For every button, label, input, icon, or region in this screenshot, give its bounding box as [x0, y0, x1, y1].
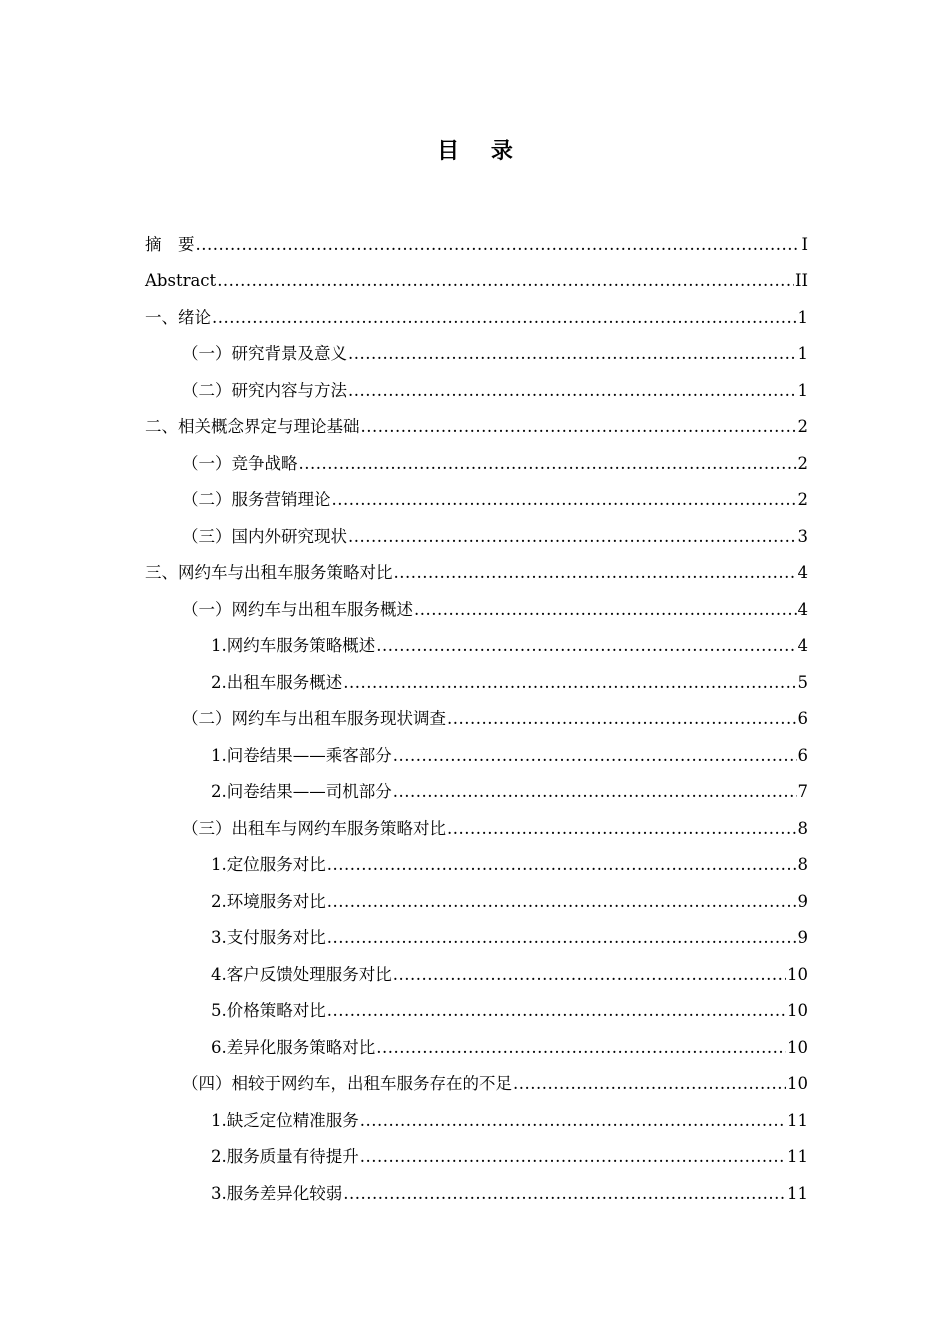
toc-dot-leader — [513, 1073, 786, 1095]
toc-dot-leader — [376, 1037, 786, 1059]
toc-entry-text: 6.差异化服务策略对比 — [211, 1037, 376, 1057]
toc-entry[interactable] — [145, 840, 808, 877]
toc-entry-text: Abstract — [145, 271, 217, 290]
toc-dot-leader — [327, 1000, 786, 1022]
toc-dot-leader — [393, 745, 797, 767]
toc-dot-leader — [360, 1110, 786, 1132]
toc-dot-leader — [447, 818, 797, 840]
toc-entry[interactable] — [145, 511, 808, 548]
toc-entry-page: 10 — [787, 964, 808, 984]
toc-entry[interactable] — [145, 730, 808, 767]
toc-dot-leader — [394, 562, 797, 584]
toc-dot-leader — [414, 599, 797, 621]
toc-dot-leader — [212, 307, 797, 329]
toc-entry-text: （二）服务营销理论 — [182, 490, 331, 509]
toc-entry[interactable] — [145, 329, 808, 366]
toc-entry-text: 3.支付服务对比 — [211, 928, 326, 947]
toc-entry-page: 4 — [797, 599, 808, 619]
toc-dot-leader — [348, 380, 797, 402]
toc-title: 目 录 — [437, 138, 525, 164]
toc-entry[interactable] — [145, 657, 808, 694]
toc-entry[interactable] — [145, 876, 808, 913]
toc-entry[interactable] — [145, 475, 808, 512]
toc-entry-text: （二）研究内容与方法 — [182, 380, 347, 400]
toc-entry[interactable] — [145, 767, 808, 804]
toc-entry-text: 1.网约车服务策略概述 — [211, 636, 376, 655]
toc-entry-text: 2.问卷结果——司机部分 — [211, 782, 392, 801]
toc-entry-text: （一）竞争战略 — [182, 453, 298, 473]
toc-entry-text: 4.客户反馈处理服务对比 — [211, 964, 392, 984]
toc-dot-leader — [447, 708, 797, 730]
table-of-contents — [145, 219, 808, 1205]
toc-dot-leader — [332, 489, 797, 511]
toc-entry-text: （一）研究背景及意义 — [182, 344, 347, 363]
toc-entry-page: 10 — [787, 1037, 808, 1057]
toc-entry-page: 1 — [797, 344, 808, 363]
toc-entry-page: 11 — [787, 1183, 808, 1203]
toc-entry-text: 二、相关概念界定与理论基础 — [145, 417, 360, 436]
toc-entry[interactable] — [145, 292, 808, 329]
toc-entry-page: 1 — [797, 307, 808, 327]
toc-entry[interactable] — [145, 1022, 808, 1059]
toc-entry-page: 2 — [797, 417, 808, 436]
toc-entry-text: （三）出租车与网约车服务策略对比 — [182, 818, 446, 838]
toc-entry-text: 3.服务差异化较弱 — [211, 1183, 343, 1203]
toc-entry[interactable] — [145, 256, 808, 293]
toc-entry-page: II — [794, 271, 808, 290]
toc-entry-page: 6 — [797, 709, 808, 728]
toc-entry-page: 8 — [797, 855, 808, 874]
toc-dot-leader — [343, 672, 796, 694]
toc-entry-text: 一、绪论 — [145, 307, 211, 327]
toc-entry-page: 9 — [797, 928, 808, 947]
toc-entry-page: 10 — [787, 1074, 808, 1093]
toc-dot-leader — [327, 854, 797, 876]
toc-entry[interactable] — [145, 402, 808, 439]
toc-dot-leader — [327, 891, 797, 913]
toc-dot-leader — [361, 416, 797, 438]
toc-entry-page: 2 — [797, 453, 808, 473]
toc-entry-text: 1.定位服务对比 — [211, 855, 326, 874]
toc-entry-text: 1.缺乏定位精准服务 — [211, 1110, 359, 1130]
toc-entry-page: 4 — [797, 563, 808, 582]
toc-entry-text: 三、网约车与出租车服务策略对比 — [145, 563, 393, 582]
toc-entry-page: 10 — [787, 1001, 808, 1020]
toc-entry-text: （三）国内外研究现状 — [182, 526, 347, 546]
toc-entry[interactable] — [145, 219, 808, 256]
toc-entry-text: （四）相较于网约车，出租车服务存在的不足 — [182, 1074, 512, 1093]
toc-entry-text: 2.出租车服务概述 — [211, 672, 343, 692]
toc-entry[interactable] — [145, 986, 808, 1023]
toc-entry[interactable] — [145, 1059, 808, 1096]
toc-dot-leader — [217, 270, 794, 292]
toc-entry-page: 11 — [787, 1110, 808, 1130]
toc-entry-text: 1.问卷结果——乘客部分 — [211, 745, 392, 765]
toc-entry-text: 摘 要 — [145, 234, 195, 254]
toc-entry-page: 9 — [797, 891, 808, 911]
toc-dot-leader — [393, 964, 786, 986]
toc-entry[interactable] — [145, 949, 808, 986]
toc-dot-leader — [299, 453, 797, 475]
toc-entry-page: 4 — [797, 636, 808, 655]
toc-dot-leader — [393, 781, 797, 803]
toc-entry-page: 5 — [797, 672, 808, 692]
toc-entry-page: 6 — [797, 745, 808, 765]
toc-entry-text: 2.服务质量有待提升 — [211, 1147, 359, 1166]
toc-entry-text: 5.价格策略对比 — [211, 1001, 326, 1020]
toc-entry[interactable] — [145, 803, 808, 840]
toc-entry[interactable] — [145, 365, 808, 402]
toc-entry[interactable] — [145, 1095, 808, 1132]
toc-dot-leader — [348, 343, 797, 365]
toc-entry[interactable] — [145, 621, 808, 658]
toc-dot-leader — [343, 1183, 786, 1205]
toc-entry-page: 11 — [787, 1147, 808, 1166]
toc-dot-leader — [360, 1146, 786, 1168]
toc-entry-page: 2 — [797, 490, 808, 509]
toc-entry[interactable] — [145, 913, 808, 950]
toc-entry[interactable] — [145, 694, 808, 731]
toc-entry[interactable] — [145, 1132, 808, 1169]
toc-entry[interactable] — [145, 1168, 808, 1205]
toc-entry-page: I — [801, 234, 808, 254]
toc-dot-leader — [327, 927, 797, 949]
toc-dot-leader — [376, 635, 796, 657]
toc-entry-text: 2.环境服务对比 — [211, 891, 326, 911]
toc-entry[interactable] — [145, 584, 808, 621]
toc-entry[interactable] — [145, 548, 808, 585]
toc-entry[interactable] — [145, 438, 808, 475]
toc-dot-leader — [196, 234, 801, 256]
toc-entry-text: （二）网约车与出租车服务现状调查 — [182, 709, 446, 728]
toc-entry-page: 8 — [797, 818, 808, 838]
toc-entry-page: 7 — [797, 782, 808, 801]
toc-dot-leader — [348, 526, 797, 548]
toc-entry-page: 3 — [797, 526, 808, 546]
toc-entry-page: 1 — [797, 380, 808, 400]
toc-entry-text: （一）网约车与出租车服务概述 — [182, 599, 413, 619]
